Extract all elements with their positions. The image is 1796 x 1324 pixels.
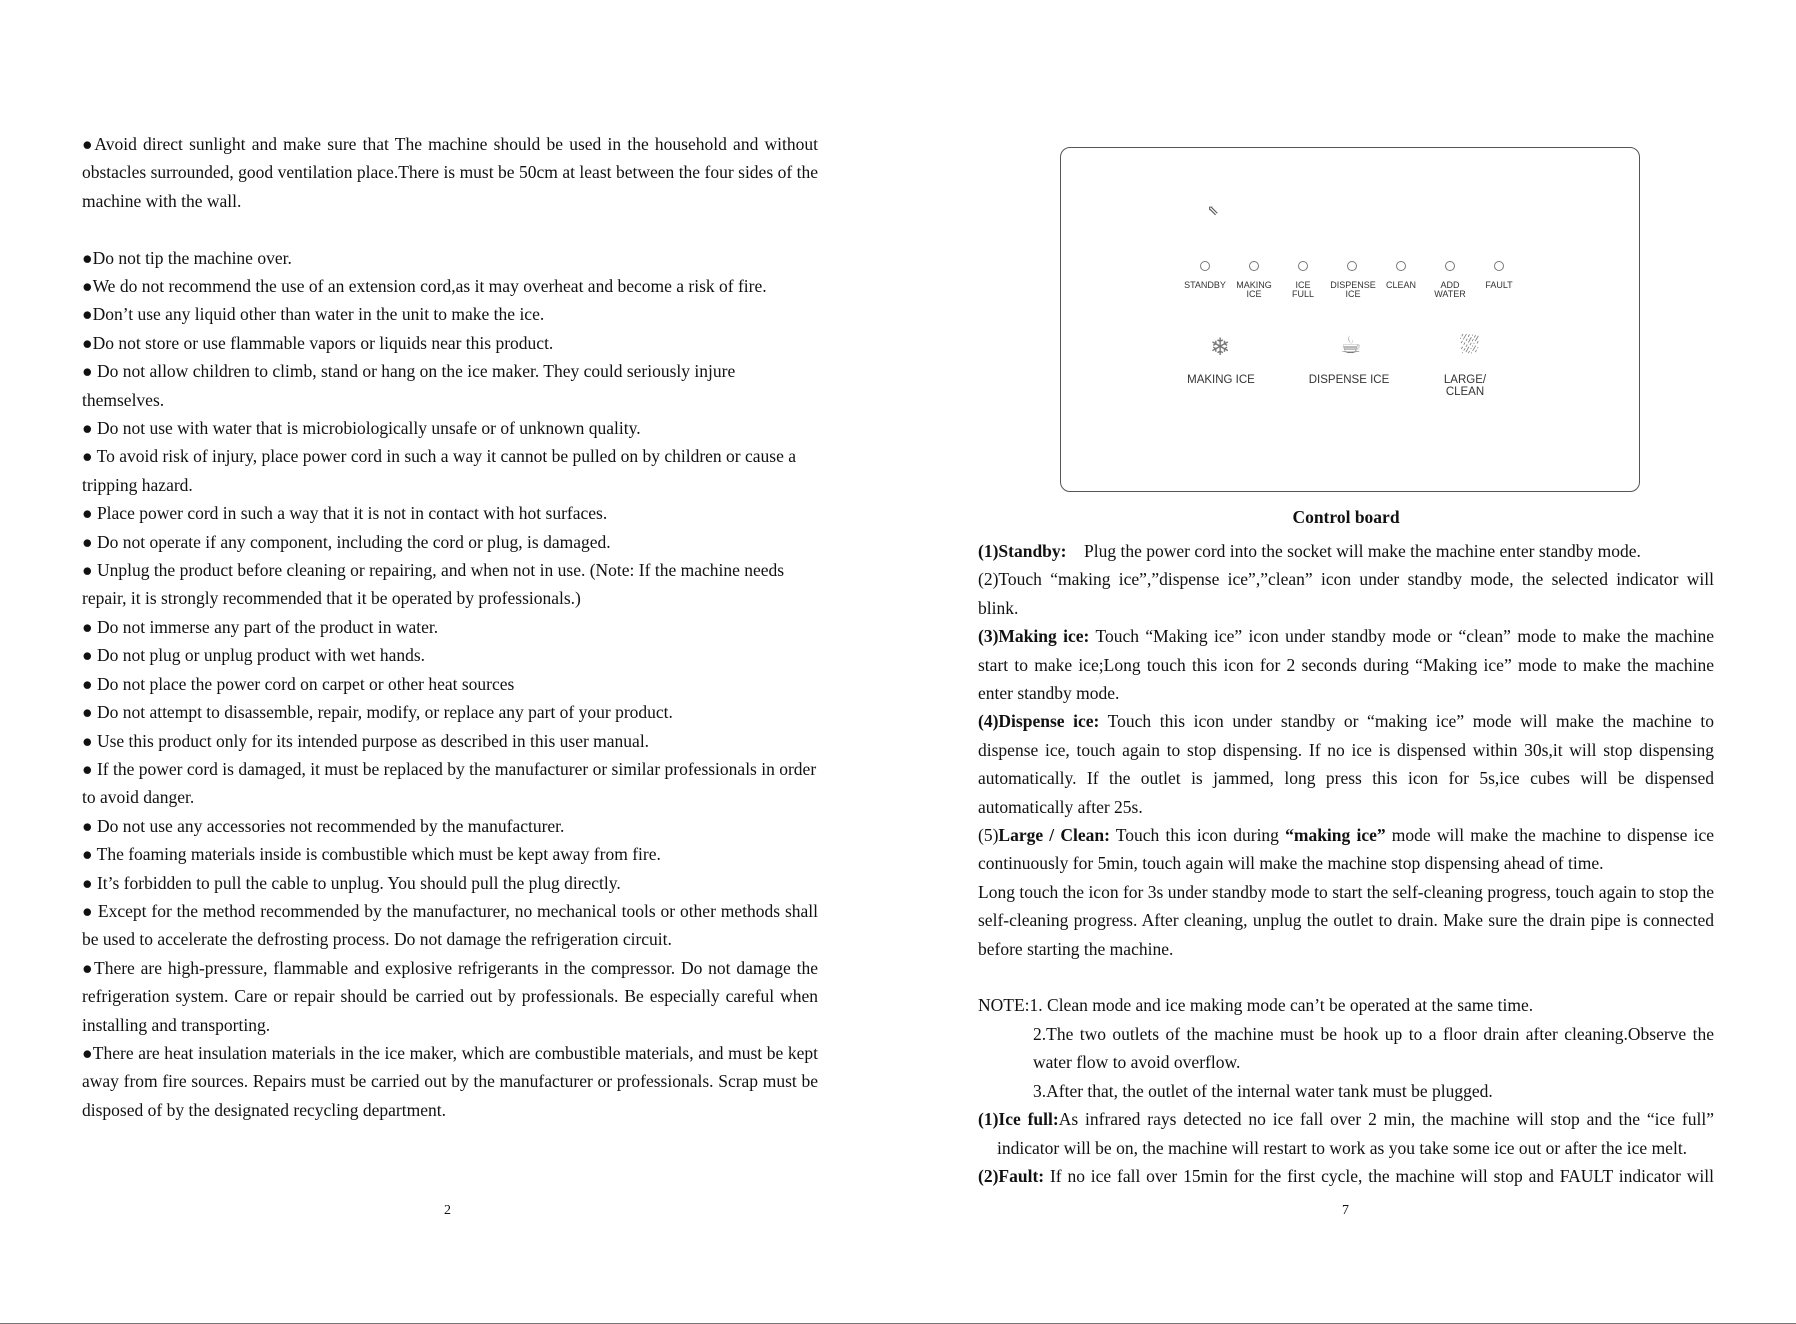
making-ice-text: Touch “Making ice” icon under standby mode or “clean” mode to make the machine start to make ice;Long touch this icon for 2 seconds during “Making ice” mode to make the machine enter standby mode. bbox=[978, 626, 1714, 704]
left-paragraph: ●Avoid direct sunlight and make sure that The machine should be used in the household and without obstacles surrounded, good ventilation place.There is must be 50cm at least between the four sides of the machine with the wall. bbox=[82, 134, 818, 211]
clean-indicator-led bbox=[1396, 261, 1406, 271]
cup-icon[interactable]: ☕ bbox=[1340, 331, 1362, 359]
control-board-figure bbox=[1060, 147, 1640, 492]
left-paragraph: ● Place power cord in such a way that it is not in contact with hot surfaces. bbox=[82, 503, 608, 524]
standby-indicator-led bbox=[1200, 261, 1210, 271]
left-paragraph: ● Do not immerse any part of the product in water. bbox=[82, 616, 439, 637]
dispense-ice-indicator-led bbox=[1347, 261, 1357, 271]
making-ice-paragraph bbox=[978, 622, 1714, 707]
making-ice-button-label: MAKING ICE bbox=[1187, 374, 1255, 386]
mouse-cursor-icon: ⇖ bbox=[1207, 204, 1219, 219]
fault-heading: (2)Fault: bbox=[978, 1165, 1045, 1186]
paragraph-gap bbox=[82, 215, 818, 243]
page-number-right: 7 bbox=[1342, 1203, 1349, 1218]
left-paragraph: ●Don’t use any liquid other than water in the unit to make the ice. bbox=[82, 304, 545, 325]
large-clean-text-a: Touch this icon during bbox=[1115, 825, 1279, 846]
note-line-3: 3.After that, the outlet of the internal water tank must be plugged. bbox=[1033, 1080, 1493, 1101]
large-clean-button-label: LARGE/ CLEAN bbox=[1443, 374, 1487, 398]
left-paragraph: ● Use this product only for its intended purpose as described in this user manual. bbox=[82, 730, 650, 751]
dispense-ice-paragraph bbox=[978, 707, 1714, 821]
clean-indicator-label: CLEAN bbox=[1385, 280, 1416, 290]
left-paragraph: ● To avoid risk of injury, place power cord in such a way it cannot be pulled on by children or cause a tripping hazard. bbox=[82, 446, 796, 495]
large-clean-text-b: mode will make the machine to dispense ice continuously for 5min, touch again will make the machine stop dispensing ahead of time. bbox=[978, 825, 1715, 874]
note-line-1: NOTE:1. Clean mode and ice making mode can’t be operated at the same time. bbox=[978, 995, 1534, 1016]
left-paragraph: ●Do not tip the machine over. bbox=[82, 247, 292, 268]
making-ice-indicator-led bbox=[1249, 261, 1259, 271]
left-paragraph: ● Do not attempt to disassemble, repair, modify, or replace any part of your product. bbox=[82, 702, 673, 723]
ice-full-paragraph bbox=[978, 1105, 1714, 1162]
making-ice-heading: (3)Making ice: bbox=[978, 626, 1090, 647]
fault-indicator-label: FAULT bbox=[1485, 280, 1513, 290]
left-paragraph: ● Do not use any accessories not recommended by the manufacturer. bbox=[82, 815, 565, 836]
standby-heading: (1)Standby: bbox=[978, 541, 1067, 561]
left-paragraph: ●There are high-pressure, flammable and explosive refrigerants in the compressor. Do not damage the refrigeration system. Care or repair should be carried out by professionals. Be especially careful when installing and transporting. bbox=[82, 957, 818, 1035]
ice-full-indicator-label: ICE FULL bbox=[1291, 280, 1314, 299]
dispense-ice-heading: (4)Dispense ice: bbox=[978, 711, 1100, 732]
add-water-indicator-label: ADD WATER bbox=[1434, 280, 1466, 299]
fault-paragraph bbox=[978, 1162, 1714, 1190]
left-paragraph: ●We do not recommend the use of an extension cord,as it may overheat and become a risk of fire. bbox=[82, 276, 767, 297]
shower-icon[interactable]: ⛆ bbox=[1460, 331, 1480, 359]
large-clean-paragraph bbox=[978, 821, 1714, 878]
snowflake-icon[interactable]: ❄ bbox=[1210, 333, 1231, 361]
note-line-2: 2.The two outlets of the machine must be hook up to a floor drain after cleaning.Observe the water flow to avoid overflow. bbox=[1033, 1023, 1714, 1073]
standby-indicator-label: STANDBY bbox=[1184, 280, 1226, 290]
dispense-ice-indicator-label: DISPENSE ICE bbox=[1330, 280, 1376, 299]
large-clean-bold-mode: “making ice” bbox=[1285, 825, 1386, 846]
dispense-ice-text: Touch this icon under standby or “making ice” mode will make the machine to dispense ice, touch again to stop dispensing. If no ice is dispensed within 30s,it will stop dispensing automatically. If the outlet is jammed, long press this icon for 5s,ice cubes will be dispensed automatically after 25s. bbox=[978, 711, 1714, 817]
left-paragraph: ● The foaming materials inside is combustible which must be kept away from fire. bbox=[82, 844, 661, 865]
left-paragraph: ● Do not place the power cord on carpet or other heat sources bbox=[82, 673, 515, 694]
figure-caption: Control board bbox=[1292, 507, 1400, 527]
standby-text: Plug the power cord into the socket will make the machine enter standby mode. bbox=[1084, 541, 1641, 561]
left-paragraph: ● Except for the method recommended by the manufacturer, no mechanical tools or other methods shall be used to accelerate the defrosting process. Do not damage the refrigeration circuit. bbox=[82, 900, 818, 950]
left-paragraph: ●Do not store or use flammable vapors or liquids near this product. bbox=[82, 332, 554, 353]
touch-paragraph: (2)Touch “making ice”,”dispense ice”,”clean” icon under standby mode, the selected indicator will blink. bbox=[978, 569, 1714, 618]
paragraph-gap bbox=[978, 963, 1714, 991]
dispense-ice-button-label: DISPENSE ICE bbox=[1308, 374, 1390, 386]
ice-full-indicator-led bbox=[1298, 261, 1308, 271]
page-number-left: 2 bbox=[444, 1203, 451, 1218]
left-paragraph: ● It’s forbidden to pull the cable to unplug. You should pull the plug directly. bbox=[82, 872, 621, 893]
ice-full-heading: (1)Ice full: bbox=[978, 1109, 1059, 1130]
left-paragraph: ● Unplug the product before cleaning or repairing, and when not in use. (Note: If the machine needs repair, it is strongly recommended that it be operated by professionals.) bbox=[82, 560, 785, 609]
standby-paragraph bbox=[978, 537, 1714, 565]
left-paragraph: ● Do not use with water that is microbiologically unsafe or of unknown quality. bbox=[82, 418, 641, 439]
left-page bbox=[82, 130, 818, 1124]
fault-indicator-led bbox=[1494, 261, 1504, 271]
long-touch-paragraph: Long touch the icon for 3s under standby mode to start the self-cleaning progress, touch again to stop the self-cleaning progress. After cleaning, unplug the outlet to drain. Make sure the drain pipe is connected before starting the machine. bbox=[978, 881, 1714, 959]
ice-full-text: As infrared rays detected no ice fall over 2 min, the machine will stop and the “ice full” indicator will be on, the machine will restart to work as you take some ice out or after the ice melt. bbox=[997, 1109, 1714, 1158]
right-page bbox=[978, 537, 1714, 1190]
left-paragraph: ● Do not plug or unplug product with wet hands. bbox=[82, 645, 426, 666]
large-clean-heading: Large / Clean: bbox=[998, 825, 1110, 846]
left-paragraph: ● Do not allow children to climb, stand or hang on the ice maker. They could seriously injure themselves. bbox=[82, 361, 736, 410]
fault-text: If no ice fall over 15min for the first cycle, the machine will stop and FAULT indicator will bbox=[1049, 1165, 1714, 1186]
large-clean-prefix: (5) bbox=[978, 825, 999, 846]
left-paragraph: ● If the power cord is damaged, it must be replaced by the manufacturer or similar professionals in order to avoid danger. bbox=[82, 758, 817, 808]
left-paragraph: ● Do not operate if any component, including the cord or plug, is damaged. bbox=[82, 531, 611, 552]
add-water-indicator-led bbox=[1445, 261, 1455, 271]
left-paragraph: ●There are heat insulation materials in the ice maker, which are combustible materials, and must be kept away from fire sources. Repairs must be carried out by the manufacturer or professionals. Scrap must be disposed of by the designated recycling department. bbox=[82, 1042, 818, 1120]
making-ice-indicator-label: MAKING ICE bbox=[1236, 280, 1272, 299]
